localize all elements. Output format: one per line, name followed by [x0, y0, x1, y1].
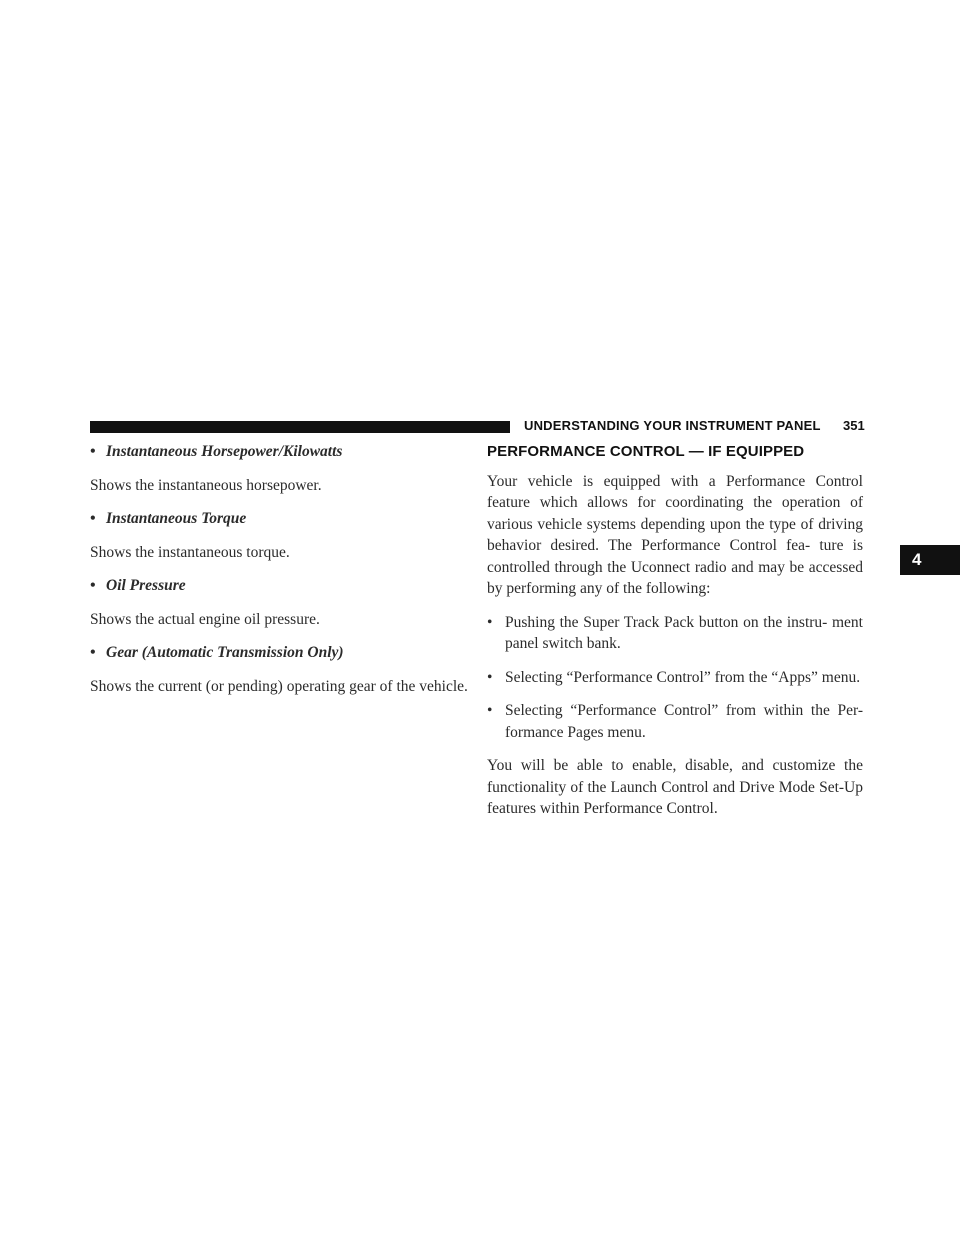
section-heading: PERFORMANCE CONTROL — IF EQUIPPED: [487, 443, 805, 460]
closing-paragraph: You will be able to enable, disable, and customize the functionality of the Launch Control and Drive Mode Set-Up features within Performance Control.: [487, 757, 863, 817]
bullet-heading-horsepower: • Instantaneous Horsepower/Kilowatts: [90, 441, 474, 463]
bullet-dot: •: [487, 668, 493, 686]
chapter-tab: 4: [900, 545, 960, 575]
bullet-dot: •: [487, 702, 493, 719]
bullet-heading-torque: • Instantaneous Torque: [90, 508, 474, 530]
list-item: [487, 700, 863, 743]
header-rule: [90, 421, 510, 433]
paragraph-oil-pressure: Shows the actual engine oil pressure.: [90, 610, 320, 628]
right-column: [487, 441, 863, 820]
paragraph-gear: Shows the current (or pending) operating gear of the vehicle.: [90, 677, 468, 695]
page-number: 351: [843, 418, 865, 433]
bullet-heading-gear: • Gear (Automatic Transmission Only): [90, 642, 474, 664]
paragraph-horsepower: Shows the instantaneous horsepower.: [90, 476, 322, 494]
list-item: [487, 612, 863, 655]
bullet-heading-oil-pressure: • Oil Pressure: [90, 575, 474, 597]
list-item-text: Pushing the Super Track Pack button on the instru- ment panel switch bank.: [505, 613, 863, 652]
paragraph-torque: Shows the instantaneous torque.: [90, 543, 290, 561]
list-item-text: Selecting “Performance Control” from within the Per- formance Pages menu.: [505, 702, 863, 741]
running-header-title: UNDERSTANDING YOUR INSTRUMENT PANEL: [524, 418, 821, 433]
left-column: [90, 441, 474, 697]
intro-paragraph: Your vehicle is equipped with a Performance Control feature which allows for coordinating the operation of various vehicle systems depending upon the type of driving behavior desired. The Performance Control fea- ture is controlled through the Uconnect radio and may be accessed by performing any of the following:: [487, 472, 863, 597]
list-item: [487, 667, 863, 689]
list-item-text: Selecting “Performance Control” from the “Apps” menu.: [505, 668, 861, 686]
bullet-dot: •: [487, 613, 493, 631]
